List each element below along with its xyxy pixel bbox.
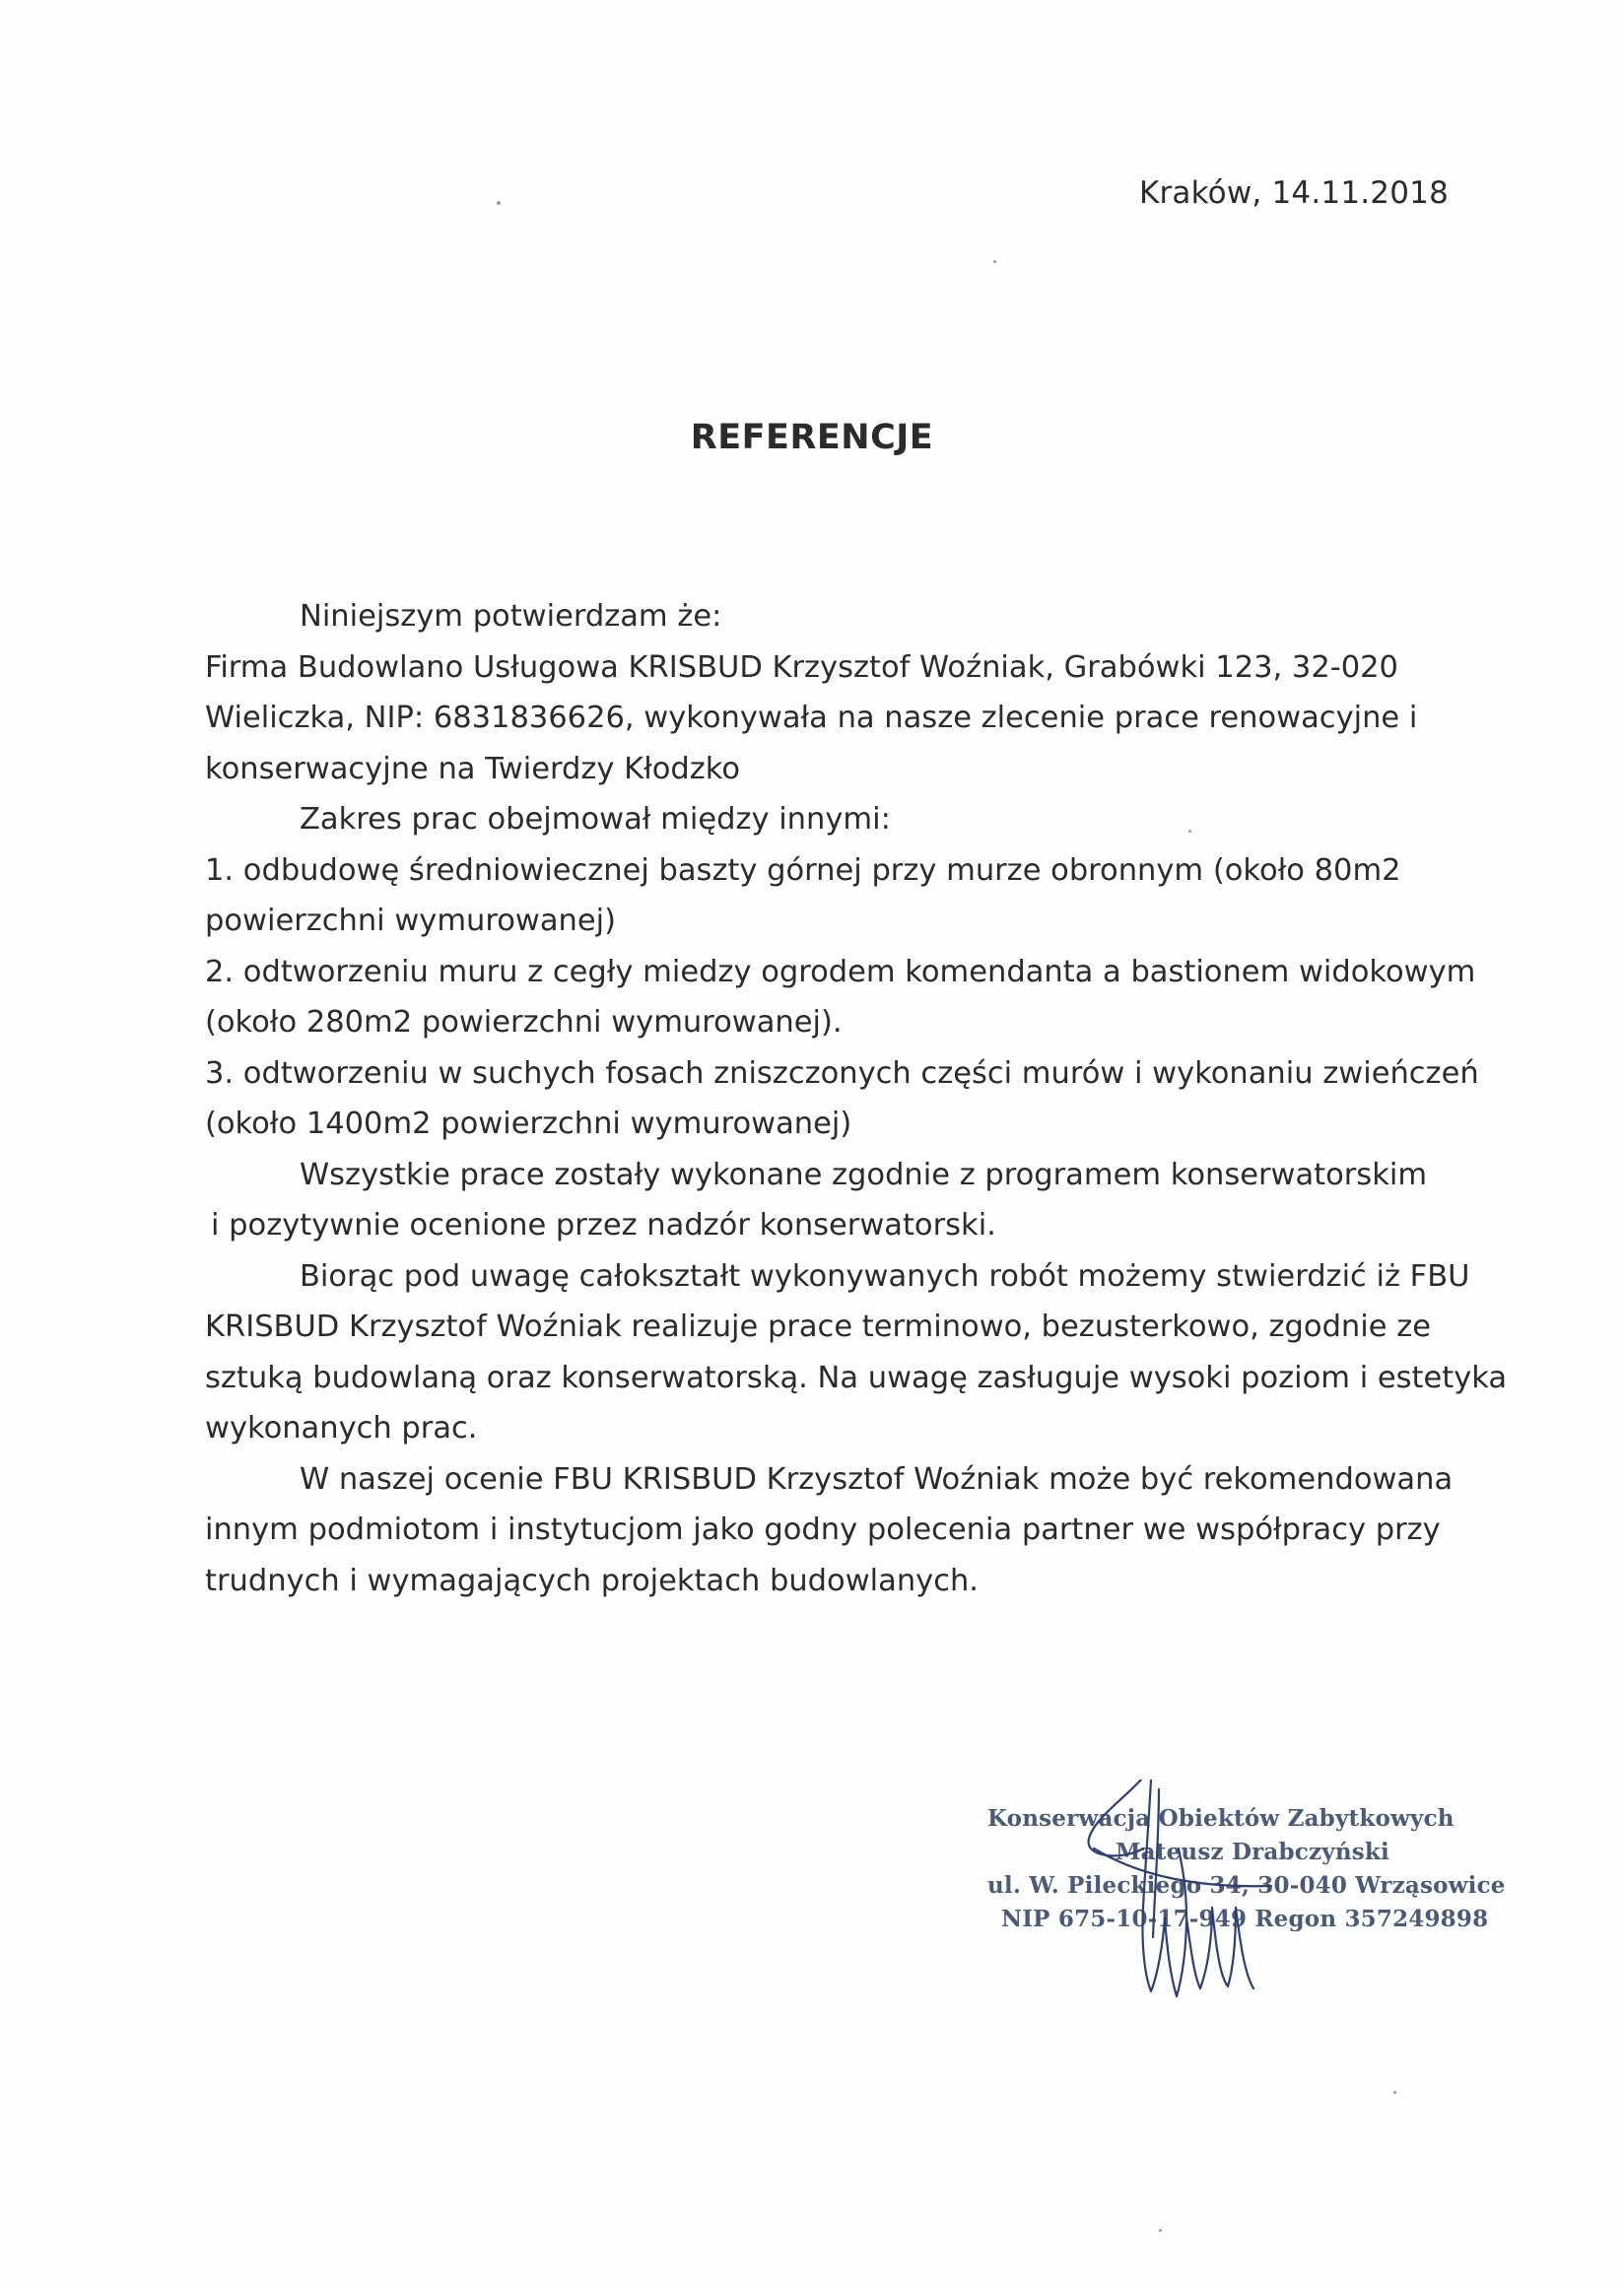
scan-speck <box>993 260 996 263</box>
letter-body <box>205 591 1508 1606</box>
body-line: (około 1400m2 powierzchni wymurowanej) <box>205 1107 852 1141</box>
body-line: Biorąc pod uwagę całokształt wykonywanych robót możemy stwierdzić iż FBU <box>300 1258 1470 1294</box>
body-line: 2. odtworzeniu muru z cegły miedzy ogrodem komendanta a bastionem widokowym <box>205 954 1476 989</box>
letter-title: REFERENCJE <box>690 418 934 457</box>
scan-speck <box>497 201 501 205</box>
body-line: 1. odbudowę średniowiecznej baszty górnej przy murze obronnym (około 80m2 <box>205 852 1401 888</box>
body-line: Wszystkie prace zostały wykonane zgodnie z programem konserwatorskim <box>300 1157 1428 1192</box>
body-line: Wieliczka, NIP: 6831836626, wykonywała na nasze zlecenie prace renowacyjne i <box>205 701 1418 735</box>
body-line: 3. odtworzeniu w suchych fosach zniszczonych części murów i wykonaniu zwieńczeń <box>205 1055 1479 1091</box>
stamp-line: ul. W. Pileckiego 34, 30-040 Wrząsowice <box>987 1872 1506 1899</box>
body-line: Niniejszym potwierdzam że: <box>300 599 722 634</box>
company-stamp <box>976 1780 1506 2036</box>
scan-speck <box>1188 830 1191 833</box>
stamp-line: NIP 675-10-17-949 Regon 357249898 <box>1001 1906 1489 1932</box>
body-line: konserwacyjne na Twierdzy Kłodzko <box>205 751 741 786</box>
letter-date: Kraków, 14.11.2018 <box>1138 175 1449 211</box>
body-line: Firma Budowlano Usługowa KRISBUD Krzysztof Woźniak, Grabówki 123, 32-020 <box>205 649 1398 685</box>
stamp-line: Konserwacja Obiektów Zabytkowych <box>987 1805 1455 1832</box>
stamp-line: Mateusz Drabczyński <box>1116 1839 1389 1865</box>
body-line: i pozytywnie ocenione przez nadzór konserwatorski. <box>211 1208 996 1243</box>
body-line: trudnych i wymagających projektach budowlanych. <box>205 1563 979 1598</box>
body-line: W naszej ocenie FBU KRISBUD Krzysztof Woźniak może być rekomendowana <box>300 1461 1454 1497</box>
body-line: innym podmiotom i instytucjom jako godny polecenia partner we współpracy przy <box>205 1513 1441 1547</box>
body-line: sztuką budowlaną oraz konserwatorską. Na uwagę zasługuje wysoki poziom i estetyka <box>205 1360 1508 1395</box>
scan-speck <box>1159 2229 1162 2232</box>
body-line: wykonanych prac. <box>205 1411 478 1446</box>
scan-speck <box>1393 2091 1396 2094</box>
body-line: KRISBUD Krzysztof Woźniak realizuje prace terminowo, bezusterkowo, zgodnie ze <box>205 1310 1431 1344</box>
body-line: (około 280m2 powierzchni wymurowanej). <box>205 1005 843 1040</box>
body-line: Zakres prac obejmował między innymi: <box>300 802 891 837</box>
body-line: powierzchni wymurowanej) <box>205 904 617 938</box>
